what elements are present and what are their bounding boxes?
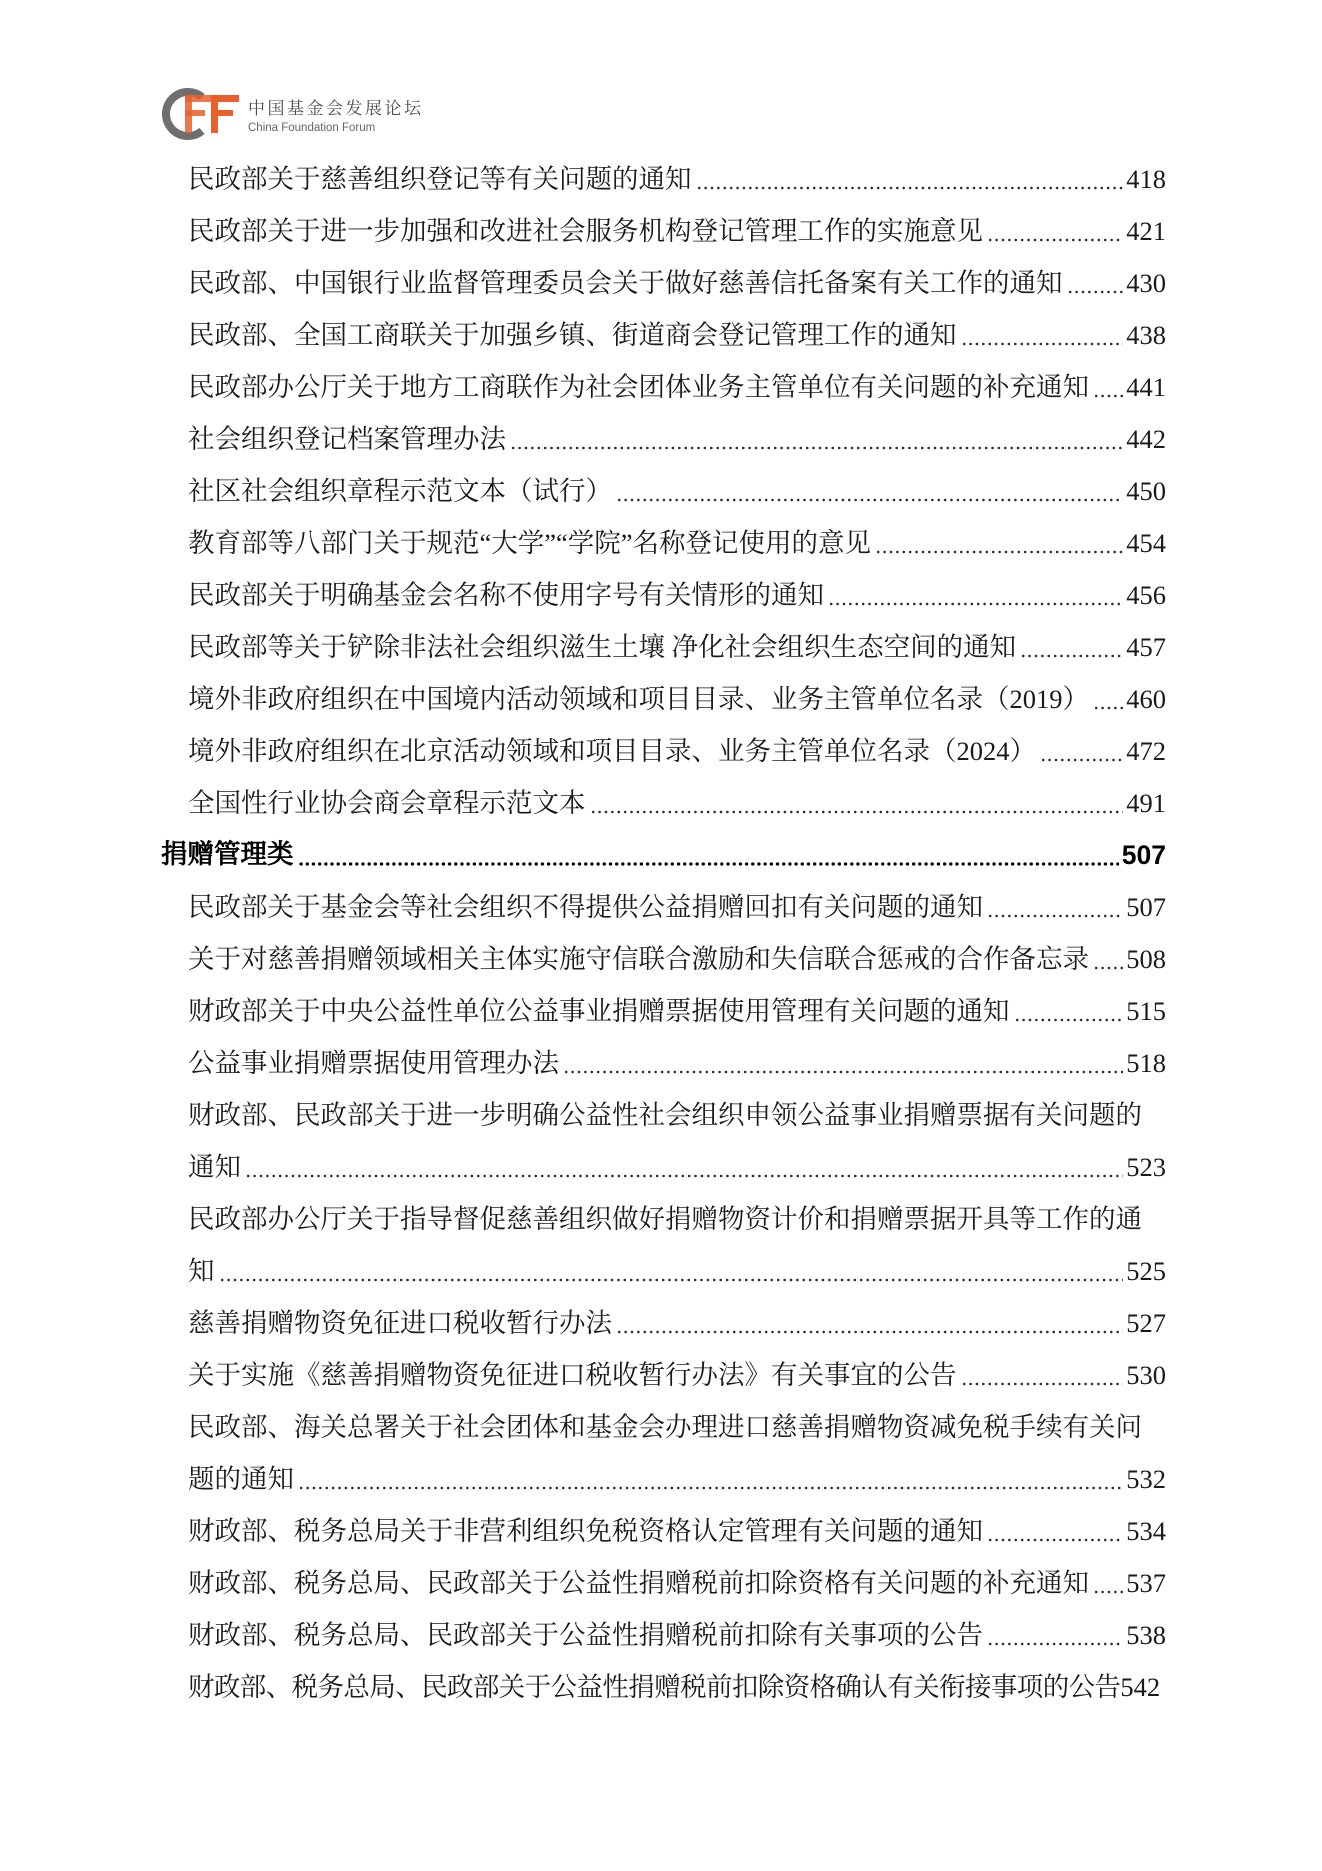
- toc-entry-page: 508: [1126, 944, 1166, 974]
- dot-leader: [590, 777, 1124, 829]
- toc-entry-title-line-2: 知: [188, 1256, 215, 1286]
- toc-entry-title: 关于对慈善捐赠领域相关主体实施守信联合激励和失信联合惩戒的合作备忘录: [188, 944, 1089, 974]
- toc-entry-title: 慈善捐赠物资免征进口税收暂行办法: [188, 1308, 612, 1338]
- toc-entry[interactable]: [161, 1193, 1166, 1297]
- toc-entry[interactable]: [161, 881, 1166, 933]
- toc-entry-title: 全国性行业协会商会章程示范文本: [188, 788, 586, 818]
- toc-entry-title-line-1: 民政部办公厅关于指导督促慈善组织做好捐赠物资计价和捐赠票据开具等工作的通: [188, 1204, 1142, 1234]
- dot-leader: [1093, 673, 1123, 725]
- dot-leader: [875, 517, 1123, 569]
- toc-entry-title: 民政部、全国工商联关于加强乡镇、街道商会登记管理工作的通知: [188, 320, 957, 350]
- toc-entry-page: 542: [1120, 1672, 1161, 1702]
- toc-entry[interactable]: [161, 621, 1166, 673]
- toc-entry-title: 民政部关于明确基金会名称不使用字号有关情形的通知: [188, 580, 824, 610]
- toc-entry[interactable]: [161, 673, 1166, 725]
- toc-entry-title-line-1: 民政部、海关总署关于社会团体和基金会办理进口慈善捐赠物资减免税手续有关问: [188, 1412, 1142, 1442]
- toc-entry[interactable]: [161, 1349, 1166, 1401]
- toc-entry-title: 财政部关于中央公益性单位公益事业捐赠票据使用管理有关问题的通知: [188, 996, 1010, 1026]
- dot-leader: [510, 413, 1123, 465]
- dot-leader: [1093, 1557, 1123, 1609]
- toc-entry[interactable]: [161, 933, 1166, 985]
- toc-entry-page: 525: [1126, 1256, 1166, 1286]
- dot-leader: [298, 1453, 1123, 1505]
- toc-entry-line: [161, 1453, 1166, 1505]
- toc-entry[interactable]: [161, 257, 1166, 309]
- toc-entry[interactable]: [161, 465, 1166, 517]
- toc-entry-title: 民政部等关于铲除非法社会组织滋生土壤 净化社会组织生态空间的通知: [188, 632, 1017, 662]
- toc-entry-page: 456: [1126, 580, 1166, 610]
- dot-leader: [1040, 725, 1123, 777]
- toc-entry[interactable]: [161, 1609, 1166, 1661]
- toc-entry-page: 472: [1126, 736, 1166, 766]
- dot-leader: [616, 1297, 1123, 1349]
- toc-entry-title: 公益事业捐赠票据使用管理办法: [188, 1048, 559, 1078]
- toc-entry-line: [161, 1245, 1166, 1297]
- dot-leader: [298, 829, 1119, 881]
- toc-entry-page: 538: [1126, 1620, 1166, 1650]
- dot-leader: [1014, 985, 1124, 1037]
- toc-entry-page: 457: [1126, 632, 1166, 662]
- toc-entry-title: 财政部、税务总局、民政部关于公益性捐赠税前扣除资格有关问题的补充通知: [188, 1568, 1089, 1598]
- toc-entry[interactable]: [161, 725, 1166, 777]
- toc-entry[interactable]: [161, 413, 1166, 465]
- toc-entry-title: 民政部关于慈善组织登记等有关问题的通知: [188, 164, 692, 194]
- toc-entry-title-line-2: 通知: [188, 1152, 241, 1182]
- toc-entry[interactable]: [161, 1557, 1166, 1609]
- toc-entry[interactable]: [161, 1661, 1166, 1713]
- toc-section-title: 捐赠管理类: [161, 839, 294, 870]
- toc-entry-page: 421: [1126, 216, 1166, 246]
- toc-entry-title-line-2: 题的通知: [188, 1464, 294, 1494]
- toc-entry-line: [161, 1193, 1166, 1245]
- toc-entry-page: 532: [1126, 1464, 1166, 1494]
- dot-leader: [696, 153, 1124, 205]
- toc-entry-title: 社会组织登记档案管理办法: [188, 424, 506, 454]
- dot-leader: [1093, 361, 1123, 413]
- toc-entry-line: [161, 1089, 1166, 1141]
- table-of-contents: [161, 153, 1166, 1713]
- toc-entry[interactable]: [161, 309, 1166, 361]
- header-logo: [161, 86, 461, 144]
- dot-leader: [828, 569, 1123, 621]
- dot-leader: [219, 1245, 1124, 1297]
- toc-entry[interactable]: [161, 153, 1166, 205]
- toc-entry-title: 民政部、中国银行业监督管理委员会关于做好慈善信托备案有关工作的通知: [188, 268, 1063, 298]
- toc-entry-title: 境外非政府组织在中国境内活动领域和项目目录、业务主管单位名录（2019）: [188, 684, 1089, 714]
- toc-entry-title: 民政部关于基金会等社会组织不得提供公益捐赠回扣有关问题的通知: [188, 892, 983, 922]
- toc-entry[interactable]: [161, 1401, 1166, 1505]
- toc-entry-title: 境外非政府组织在北京活动领域和项目目录、业务主管单位名录（2024）: [188, 736, 1036, 766]
- toc-entry-page: 518: [1126, 1048, 1166, 1078]
- dot-leader: [563, 1037, 1123, 1089]
- dot-leader: [961, 309, 1124, 361]
- toc-entry[interactable]: [161, 1089, 1166, 1193]
- toc-entry[interactable]: [161, 205, 1166, 257]
- dot-leader: [1020, 621, 1123, 673]
- toc-entry-page: 537: [1126, 1568, 1166, 1598]
- toc-entry-title-line-1: 财政部、民政部关于进一步明确公益性社会组织申领公益事业捐赠票据有关问题的: [188, 1100, 1142, 1130]
- toc-entry-page: 460: [1126, 684, 1166, 714]
- toc-entry-page: 507: [1126, 892, 1166, 922]
- toc-entry-title: 社区社会组织章程示范文本（试行）: [188, 476, 612, 506]
- toc-entry-page: 450: [1126, 476, 1166, 506]
- toc-entry-page: 418: [1126, 164, 1166, 194]
- dot-leader: [245, 1141, 1123, 1193]
- dot-leader: [987, 881, 1123, 933]
- toc-entry-page: 523: [1126, 1152, 1166, 1182]
- toc-entry-page: 442: [1126, 424, 1166, 454]
- toc-entry-line: [161, 1401, 1166, 1453]
- toc-entry-line: [161, 1141, 1166, 1193]
- toc-entry[interactable]: [161, 517, 1166, 569]
- dot-leader: [616, 465, 1123, 517]
- toc-entry-page: 491: [1126, 788, 1166, 818]
- toc-entry-title: 民政部办公厅关于地方工商联作为社会团体业务主管单位有关问题的补充通知: [188, 372, 1089, 402]
- toc-entry-title: 关于实施《慈善捐赠物资免征进口税收暂行办法》有关事宜的公告: [188, 1360, 957, 1390]
- toc-entry-title: 民政部关于进一步加强和改进社会服务机构登记管理工作的实施意见: [188, 216, 983, 246]
- logo-title: 中国基金会发展论坛: [248, 99, 424, 119]
- toc-entry-title: 财政部、税务总局关于非营利组织免税资格认定管理有关问题的通知: [188, 1516, 983, 1546]
- dot-leader: [987, 1609, 1123, 1661]
- dot-leader: [1093, 933, 1123, 985]
- toc-entry[interactable]: [161, 1505, 1166, 1557]
- toc-entry-page: 438: [1126, 320, 1166, 350]
- toc-entry-page: 454: [1126, 528, 1166, 558]
- toc-entry[interactable]: [161, 361, 1166, 413]
- toc-entry[interactable]: [161, 985, 1166, 1037]
- toc-entry-page: 430: [1126, 268, 1166, 298]
- toc-entry[interactable]: [161, 1297, 1166, 1349]
- toc-entry-title: 财政部、税务总局、民政部关于公益性捐赠税前扣除资格确认有关衔接事项的公告: [188, 1672, 1121, 1702]
- toc-section-page: 507: [1121, 840, 1166, 870]
- dot-leader: [1067, 257, 1124, 309]
- toc-entry-page: 530: [1126, 1360, 1166, 1390]
- toc-entry-title: 财政部、税务总局、民政部关于公益性捐赠税前扣除有关事项的公告: [188, 1620, 983, 1650]
- toc-entry-page: 515: [1126, 996, 1166, 1026]
- cff-logo-icon: [161, 86, 241, 142]
- toc-entry[interactable]: [161, 777, 1166, 829]
- dot-leader: [987, 205, 1123, 257]
- toc-entry-page: 534: [1126, 1516, 1166, 1546]
- dot-leader: [961, 1349, 1124, 1401]
- toc-entry-page: 441: [1126, 372, 1166, 402]
- toc-entry[interactable]: [161, 569, 1166, 621]
- logo-subtitle: China Foundation Forum: [248, 122, 376, 134]
- dot-leader: [987, 1505, 1123, 1557]
- toc-entry-page: 527: [1126, 1308, 1166, 1338]
- toc-entry-title: 教育部等八部门关于规范“大学”“学院”名称登记使用的意见: [188, 528, 872, 558]
- toc-section-heading[interactable]: [161, 829, 1166, 881]
- toc-entry[interactable]: [161, 1037, 1166, 1089]
